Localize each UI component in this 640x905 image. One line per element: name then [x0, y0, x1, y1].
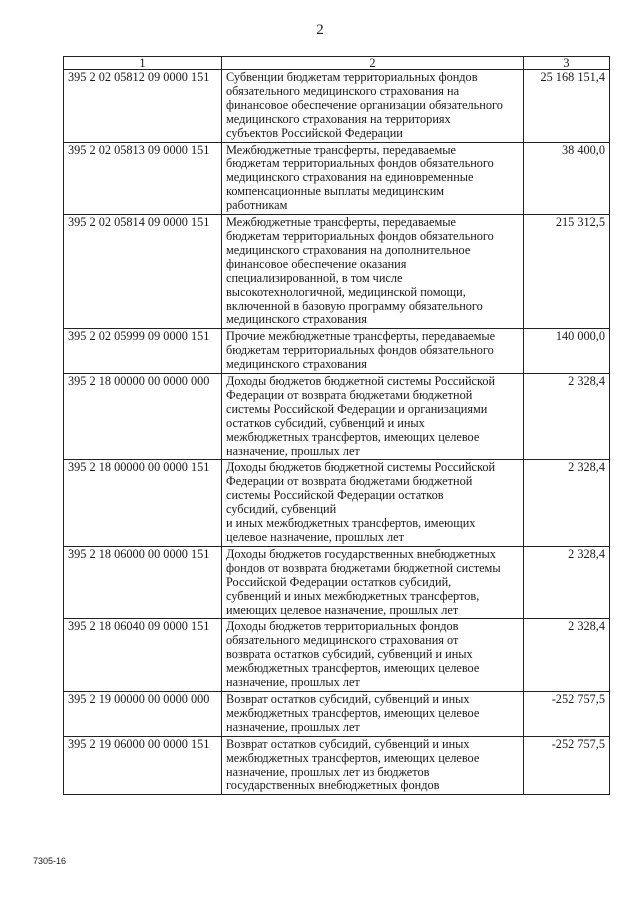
item-description: Доходы бюджетов государственных внебюджетных фондов от возврата бюджетами бюджетной системы Российской Федерации остатков субсидий, субвенций и иных межбюджетных трансфертов, имеющих целевое назначение, прошлых лет: [222, 546, 524, 619]
column-header-amount: 3: [524, 57, 610, 70]
table-row: [64, 142, 610, 215]
budget-code: 395 2 02 05812 09 0000 151: [64, 70, 222, 143]
table-row: [64, 619, 610, 692]
amount: -252 757,5: [524, 736, 610, 795]
document-code: 7305-16: [33, 856, 67, 866]
column-header-name: 2: [222, 57, 524, 70]
item-description: Субвенции бюджетам территориальных фондов обязательного медицинского страхования на финансовое обеспечение организации обязательного медицинского страхования на территориях субъектов Российской Федерации: [222, 70, 524, 143]
item-description: Доходы бюджетов территориальных фондов обязательного медицинского страхования от возврата остатков субсидий, субвенций и иных межбюджетных трансфертов, имеющих целевое назначение, прошлых лет: [222, 619, 524, 692]
table-row: [64, 215, 610, 329]
budget-code: 395 2 19 06000 00 0000 151: [64, 736, 222, 795]
amount: 140 000,0: [524, 329, 610, 374]
budget-code: 395 2 02 05999 09 0000 151: [64, 329, 222, 374]
budget-code: 395 2 18 00000 00 0000 000: [64, 374, 222, 460]
amount: 2 328,4: [524, 619, 610, 692]
table-row: [64, 691, 610, 736]
amount: 2 328,4: [524, 460, 610, 546]
budget-code: 395 2 18 06040 09 0000 151: [64, 619, 222, 692]
amount: 2 328,4: [524, 546, 610, 619]
table-row: [64, 460, 610, 546]
table-row: [64, 329, 610, 374]
amount: -252 757,5: [524, 691, 610, 736]
item-description: Прочие межбюджетные трансферты, передаваемые бюджетам территориальных фондов обязательного медицинского страхования: [222, 329, 524, 374]
amount: 2 328,4: [524, 374, 610, 460]
budget-code: 395 2 02 05814 09 0000 151: [64, 215, 222, 329]
column-header-code: 1: [64, 57, 222, 70]
item-description: Возврат остатков субсидий, субвенций и иных межбюджетных трансфертов, имеющих целевое назначение, прошлых лет из бюджетов государственных внебюджетных фондов: [222, 736, 524, 795]
item-description: Возврат остатков субсидий, субвенций и иных межбюджетных трансфертов, имеющих целевое назначение, прошлых лет: [222, 691, 524, 736]
table-row: [64, 546, 610, 619]
budget-code: 395 2 18 00000 00 0000 151: [64, 460, 222, 546]
table-row: [64, 374, 610, 460]
budget-table: [63, 56, 610, 795]
table-row: [64, 70, 610, 143]
amount: 215 312,5: [524, 215, 610, 329]
budget-code: 395 2 18 06000 00 0000 151: [64, 546, 222, 619]
item-description: Межбюджетные трансферты, передаваемые бюджетам территориальных фондов обязательного медицинского страхования на дополнительное финансовое обеспечение оказания специализированной, в том числе высокотехнологичной, медицинской помощи, включенной в базовую программу обязательного медицинского страхования: [222, 215, 524, 329]
budget-code: 395 2 02 05813 09 0000 151: [64, 142, 222, 215]
amount: 25 168 151,4: [524, 70, 610, 143]
item-description: Межбюджетные трансферты, передаваемые бюджетам территориальных фондов обязательного медицинского страхования на единовременные компенсационные выплаты медицинским работникам: [222, 142, 524, 215]
budget-code: 395 2 19 00000 00 0000 000: [64, 691, 222, 736]
table-header-row: [64, 57, 610, 70]
item-description: Доходы бюджетов бюджетной системы Российской Федерации от возврата бюджетами бюджетной системы Российской Федерации остатков субсидий, субвенций и иных межбюджетных трансфертов, имеющих целевое назначение, прошлых лет: [222, 460, 524, 546]
table-row: [64, 736, 610, 795]
amount: 38 400,0: [524, 142, 610, 215]
page-number: 2: [316, 22, 324, 38]
item-description: Доходы бюджетов бюджетной системы Российской Федерации от возврата бюджетами бюджетной системы Российской Федерации и организациями остатков субсидий, субвенций и иных межбюджетных трансфертов, имеющих целевое назначение, прошлых лет: [222, 374, 524, 460]
